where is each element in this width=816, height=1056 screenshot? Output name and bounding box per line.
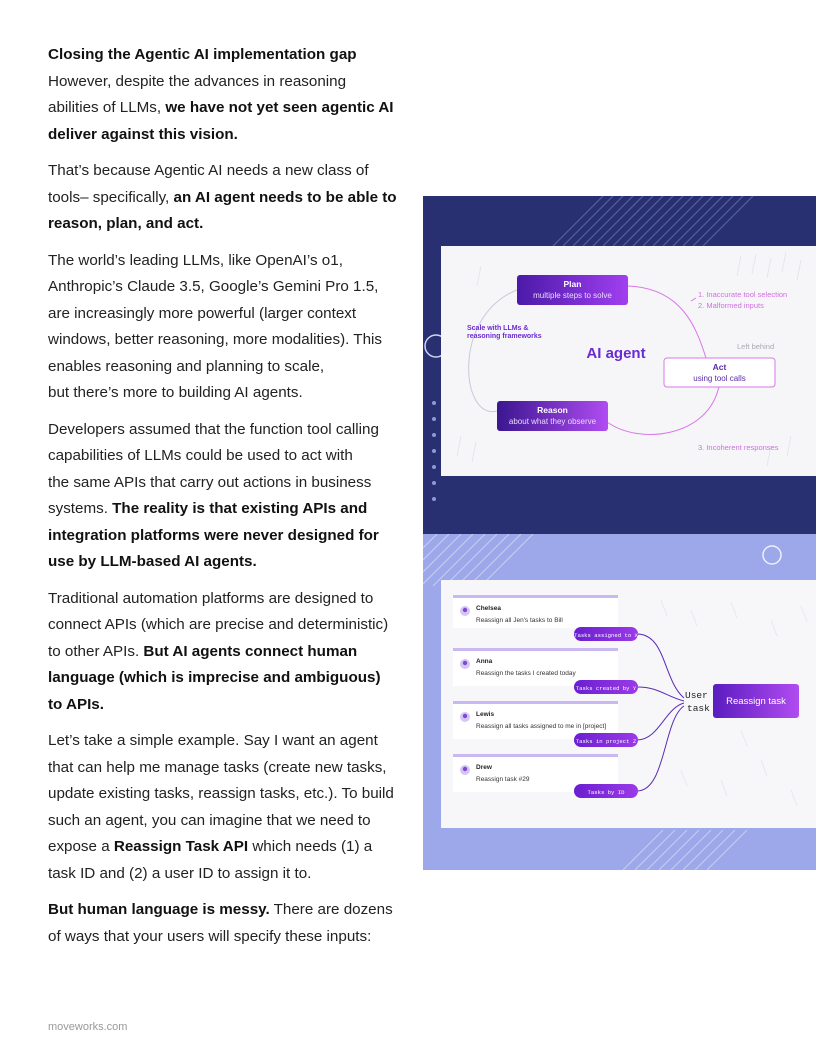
issue-malformed-inputs: 2. Malformed inputs [698,301,764,310]
p4-text-a: Developers assumed that the function tool calling capabilities of LLMs could be used to act with [48,420,379,464]
user-request: Reassign all tasks assigned to me in [project] [476,723,607,730]
paragraph-automation [48,586,398,719]
article-body [48,42,398,960]
tag-anna [574,680,638,694]
connector-4 [637,706,684,791]
user-task-line1: User [685,690,708,701]
paragraph-llms [48,248,398,407]
tag-lewis [574,733,638,747]
loop-arc-bottom [607,386,719,434]
user-request: Reassign the tasks I created today [476,670,576,677]
paragraph-example [48,728,398,887]
scale-note-line2: reasoning frameworks [467,333,542,340]
p3-line4: but there’s more to building AI agents. [48,384,303,401]
tag-label: Tasks in project Z [575,738,637,745]
tag-chelsea [574,627,639,641]
p2-bold: an AI agent needs to be able to reason, plan, and act. [48,188,397,232]
tag-label: Tasks assigned to X [574,632,638,639]
tag-label: Tasks by ID [587,789,625,796]
p6-text-a: Let’s take a simple example. Say I want an agent that can help me manage tasks (create new tasks, update existing tasks, reassign tasks, etc.). To build such an agent, you can imagine that we need to expose a [48,732,394,855]
p4-bold: The reality is that existing APIs and integration platforms were never designed for use by LLM-based AI agents. [48,500,379,570]
reassign-flow [441,580,816,828]
p1-text: However, despite the advances in reasoning abilities of LLMs, [48,72,347,116]
act-subtitle: using tool calls [693,374,746,383]
act-title: Act [712,362,727,372]
user-task-line2: task [687,703,710,714]
plan-title: Plan [563,279,582,289]
reason-title: Reason [537,405,568,415]
tag-drew [574,784,638,798]
p3-line2: Anthropic’s Claude 3.5, Google’s Gemini Pro 1.5, [48,278,379,295]
user-name: Drew [476,764,492,771]
p5-bold-b: to APIs. [48,695,104,713]
reassign-task-label: Reassign task [726,696,786,707]
footer-site: moveworks.com [48,1021,128,1033]
p5-text: Traditional automation platforms are designed to connect APIs (which are precise and deterministic) to other APIs. [48,589,389,660]
issue-tool-selection: 1. Inaccurate tool selection [698,290,788,299]
left-behind-note: Left behind [737,342,775,351]
connector-3 [637,703,684,740]
ai-agent-loop [441,246,816,476]
p1-bold: we have not yet seen agentic AI deliver against this vision. [48,99,394,143]
paragraph-developers [48,417,398,576]
paragraph-messy [48,897,398,950]
reassign-task-diagram [441,580,816,828]
p6-text-b: which needs (1) a task ID and (2) a user ID to assign it to. [48,838,373,882]
ai-agent-diagram [441,246,816,476]
user-card-chelsea [453,595,618,628]
issue-incoherent: 3. Incoherent responses [698,443,779,452]
paragraph-intro [48,42,398,148]
plan-subtitle: multiple steps to solve [533,291,612,300]
reason-subtitle: about what they observe [508,417,597,426]
p3-line1: The world’s leading LLMs, like OpenAI’s o1, [48,251,343,269]
user-name: Anna [476,658,493,665]
p7-bold: But human language is messy. [48,901,270,918]
p2-text: That’s because Agentic AI needs a new class of tools– specifically, [48,162,369,206]
user-request: Reassign task #29 [476,776,530,783]
loop-arc-left [469,290,517,412]
tag-label: Tasks created by Y [575,685,637,692]
connector-1 [637,634,684,698]
issue-line-1 [691,298,696,301]
ai-agent-label: AI agent [586,345,646,362]
user-name: Chelsea [476,605,501,612]
user-request: Reassign all Jen's tasks to Bill [476,617,563,624]
section-heading: Closing the Agentic AI implementation gap [48,46,357,63]
p3-line3: are increasingly more powerful (larger context windows, better reasoning, more modalities). This enables reasoning and planning to scale, [48,304,382,375]
scale-note-line1: Scale with LLMs & [467,325,529,332]
p4-text-b: the same APIs that carry out actions in business systems. [48,473,372,517]
p6-bold: Reassign Task API [113,838,249,855]
p5-bold-a: But AI agents connect human language (which is imprecise and ambiguous) [48,642,381,686]
p7-text: There are dozens of ways that your users will specify these inputs: [48,901,393,945]
user-name: Lewis [476,711,495,718]
paragraph-tools [48,158,398,238]
